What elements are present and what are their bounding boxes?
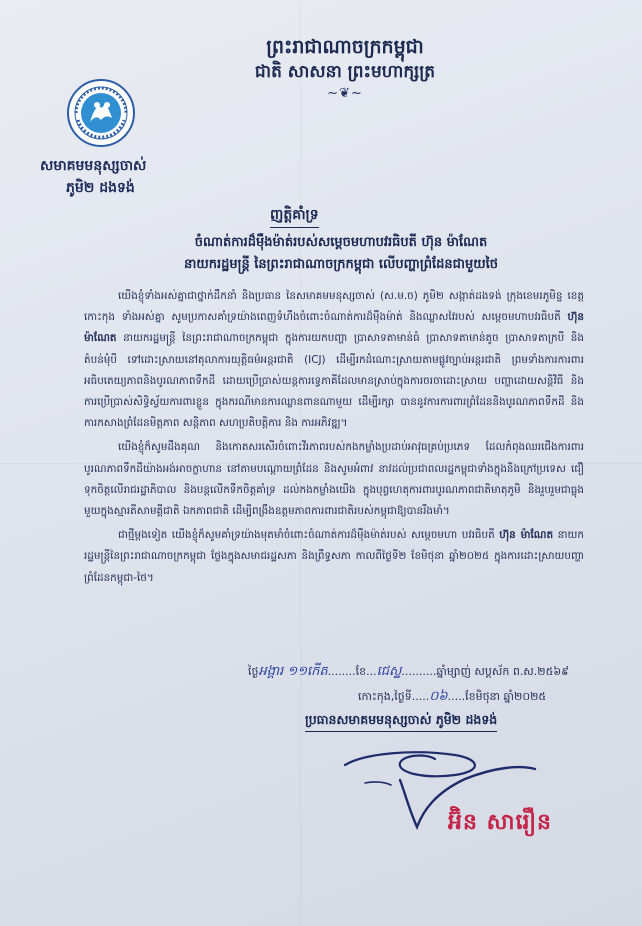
paragraph-text: នាយករដ្ឋមន្ត្រី នៃព្រះរាជាណាចក្រកម្ពុជា ក្នុងការយកបញ្ហា ប្រាសាទតាមាន់ធំ ប្រាសាទតាមាន់តូច ប្រាសាទតាក្របី និងតំបន់មុំបី ទៅដោះស្រាយនៅតុលាការយុត្តិធម៌អន្តរជាតិ (ICJ) ដើម្បីរកដំណោះស្រាយតាមផ្លូវច្បាប់អន្តរជាតិ ព្រមទាំងការការពារអធិបតេយ្យភាពនិងបូរណភាពទឹកដី ដោយប្រើប្រាស់យន្តការទ្វេភាគីដែលមានស្រាប់ក្នុងការចរចាដោះស្រាយ បញ្ហាដោយសន្តិវិធី និងការប្រើប្រាស់សិទ្ធិស្វ័យការពារខ្លួន ក្នុងករណីមានការឈ្លានពានណាមួយ ដើម្បីរក្សា បាននូវការការពារព្រំដែននិងបូរណភាពទឹកដី និងការកសាងព្រំដែនមិត្តភាព សន្តិភាព សហប្រតិបត្តិការ និង ការអភិវឌ្ឍ។	[84, 332, 584, 430]
paragraph-3	[84, 525, 584, 589]
handwritten-month: ជេស្ឋ	[376, 664, 402, 679]
letterhead	[180, 34, 510, 101]
date-label: ថ្ងៃ	[248, 665, 259, 678]
prime-minister-name: ហ៊ុន ម៉ាណែត	[499, 529, 554, 542]
signer-name: អ៊ិន សារឿន	[448, 809, 553, 835]
document-type: ញត្តិគាំទ្រ	[270, 205, 319, 228]
lunar-date: ថ្ងៃអង្គារ ១១កើត........ខែ...ជេស្ឋ..........ឆ្នាំម្សាញ់ សប្តស័ក ព.ស.២៥៦៩	[248, 664, 569, 679]
organization-location: ភូមិ២ ដងទង់	[66, 180, 135, 196]
headline-line-2: នាយករដ្ឋមន្ត្រី នៃព្រះរាជាណាចក្រកម្ពុជា លើបញ្ហាព្រំដែនជាមួយថៃ	[183, 257, 499, 272]
national-motto: ជាតិ សាសនា ព្រះមហាក្សត្រ	[254, 62, 436, 82]
organization-name: សមាគមមនុស្សចាស់	[40, 158, 147, 174]
paragraph-text: ជាថ្មីម្ដងទៀត យើងខ្ញុំក៏សូមគាំទ្រយ៉ាងមុតមាំចំពោះចំណាត់ការដ៏ម៉ឺងម៉ាត់របស់ សម្ដេចមហា បវរធិបតី	[118, 529, 495, 542]
solar-date: កោះកុង,ថ្ងៃទី.....០៦.....ខែមិថុនា ឆ្នាំ២០២៥	[358, 689, 547, 704]
date-label: កោះកុង,ថ្ងៃទី	[358, 690, 412, 703]
association-logo-icon	[66, 78, 136, 148]
kingdom-name: ព្រះរាជាណាចក្រកម្ពុជា	[266, 36, 424, 58]
prime-minister-name: ហ៊ុន ម៉ាណែត	[84, 311, 584, 345]
paragraph-1	[84, 286, 584, 434]
paragraph-text: នាយករដ្ឋមន្ត្រីនៃព្រះរាជាណាចក្រកម្ពុជា ថ្លែងក្នុងសមាជរដ្ឋសភា និងព្រឹទ្ធសភា កាលពីថ្ងៃទី២ ខែមិថុនា ឆ្នាំ២០២៥ ក្នុងការដោះស្រាយបញ្ហាព្រំដែនកម្ពុជា-ថៃ។	[84, 529, 585, 584]
letter-body	[84, 286, 584, 592]
date-label: ខែមិថុនា ឆ្នាំ២០២៥	[465, 690, 547, 703]
paragraph-text: យើងខ្ញុំទាំងអស់គ្នាជាថ្នាក់ដឹកនាំ និងប្រធាន នៃសមាគមមនុស្សចាស់ (ស.ម.ច) ភូមិ២ សង្កាត់ដងទង់ ក្រុងខេមរភូមិន្ទ ខេត្តកោះកុង ទាំងអស់គ្នា សូមប្រកាសគាំទ្រយ៉ាងពេញទំហឹងចំពោះចំណាត់ការដ៏ម៉ឺងម៉ាត់ និងឈ្លាសវៃរបស់ សម្ដេចមហាបវរធិបតី	[84, 290, 584, 324]
date-label: ខែ	[355, 665, 367, 678]
ornament-divider: ~❦~	[327, 86, 363, 101]
handwritten-day: អង្គារ ១១កើត	[258, 664, 328, 679]
handwritten-day: ០៦	[429, 689, 448, 704]
signer-title: ប្រធានសមាគមមនុស្សចាស់ ភូមិ២ ដងទង់	[305, 712, 497, 732]
date-label: ឆ្នាំម្សាញ់ សប្តស័ក ព.ស.២៥៦៩	[436, 665, 569, 678]
paragraph-2: យើងខ្ញុំក៏សូមដឹងគុណ និងកោតសរសើរចំពោះវីរភាពរបស់កងកម្លាំងប្រដាប់អាវុធគ្រប់ប្រភេទ ដែលកំពុងឈរជើងការពារបូរណភាពទឹកដីយ៉ាងអង់អាចក្លាហាន នៅតាមបណ្ដោយព្រំដែន និងសូមអំពាវ នាវដល់ប្រជាពលរដ្ឋកម្ពុជាទាំងក្នុងនិងក្រៅប្រទេស ជឿទុកចិត្តលើរាជរដ្ឋាភិបាល និងបន្តលើកទឹកចិត្តគាំទ្រ ដល់កងកម្លាំងយើង ក្នុងបុព្វហេតុការពារបូរណភាពជាតិមាតុភូមិ និងរួបរួមជាធ្លុងមួយក្នុងស្មារតីសាមគ្គីជាតិ ឯកភាពជាតិ ដើម្បីពង្រឹងឧត្តមភាពការពារជាតិរបស់កម្ពុជាឱ្យបានរឹងមាំ។	[84, 441, 584, 518]
headline-line-1: ចំណាត់ការដ៏ម៉ឺងម៉ាត់របស់សម្ដេចមហាបវរធិបតី ហ៊ុន ម៉ាណែត	[194, 235, 488, 250]
